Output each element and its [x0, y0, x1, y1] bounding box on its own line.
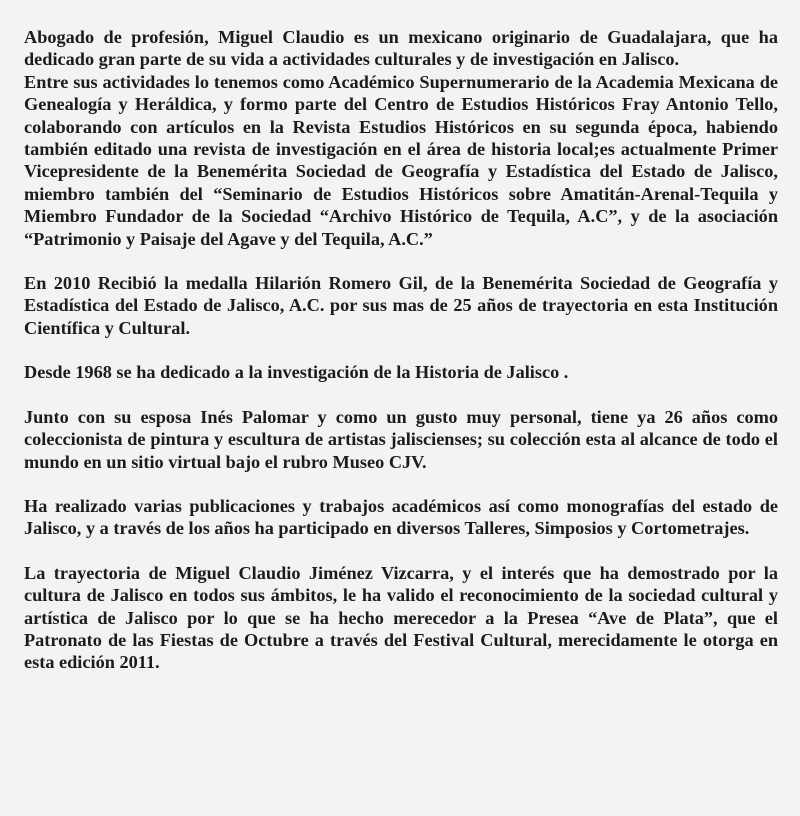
- paragraph-activities: Entre sus actividades lo tenemos como Académico Supernumerario de la Academia Mexicana de Genealogía y Heráldica, y formo parte del Centro de Estudios Históricos Fray Antonio Tello, colaborando con artículos en la Revista Estudios Históricos en su segunda época, habiendo también editado una revista de investigación en el área de historia local;es actualmente Primer Vicepresidente de la Benemérita Sociedad de Geografía y Estadística del Estado de Jalisco, miembro también del “Seminario de Estudios Históricos sobre Amatitán-Arenal-Tequila y Miembro Fundador de la Sociedad “Archivo Histórico de Tequila, A.C”, y de la asociación “Patrimonio y Paisaje del Agave y del Tequila, A.C.”: [24, 71, 778, 249]
- paragraph-intro: Abogado de profesión, Miguel Claudio es un mexicano originario de Guadalajara, que ha dedicado gran parte de su vida a actividades culturales y de investigación en Jalisco.: [24, 27, 778, 70]
- paragraph-research: Desde 1968 se ha dedicado a la investigación de la Historia de Jalisco .: [24, 362, 569, 383]
- document-page: [24, 26, 778, 674]
- paragraph-recognition: La trayectoria de Miguel Claudio Jiménez Vizcarra, y el interés que ha demostrado por la cultura de Jalisco en todos sus ámbitos, le ha valido el reconocimiento de la sociedad cultural y artística de Jalisco por lo que se ha hecho merecedor a la Presea “Ave de Plata”, que el Patronato de las Fiestas de Octubre a través del Festival Cultural, merecidamente le otorga en esta edición 2011.: [24, 562, 778, 673]
- paragraph-collection: Junto con su esposa Inés Palomar y como un gusto muy personal, tiene ya 26 años como coleccionista de pintura y escultura de artistas jaliscienses; su colección esta al alcance de todo el mundo en un sitio virtual bajo el rubro Museo CJV.: [24, 406, 778, 472]
- paragraph-medal: En 2010 Recibió la medalla Hilarión Romero Gil, de la Benemérita Sociedad de Geografía y Estadística del Estado de Jalisco, A.C. por sus mas de 25 años de trayectoria en esta Institución Científica y Cultural.: [24, 273, 778, 338]
- paragraph-publications: Ha realizado varias publicaciones y trabajos académicos así como monografías del estado de Jalisco, y a través de los años ha participado en diversos Talleres, Simposios y Cortometrajes.: [24, 495, 778, 539]
